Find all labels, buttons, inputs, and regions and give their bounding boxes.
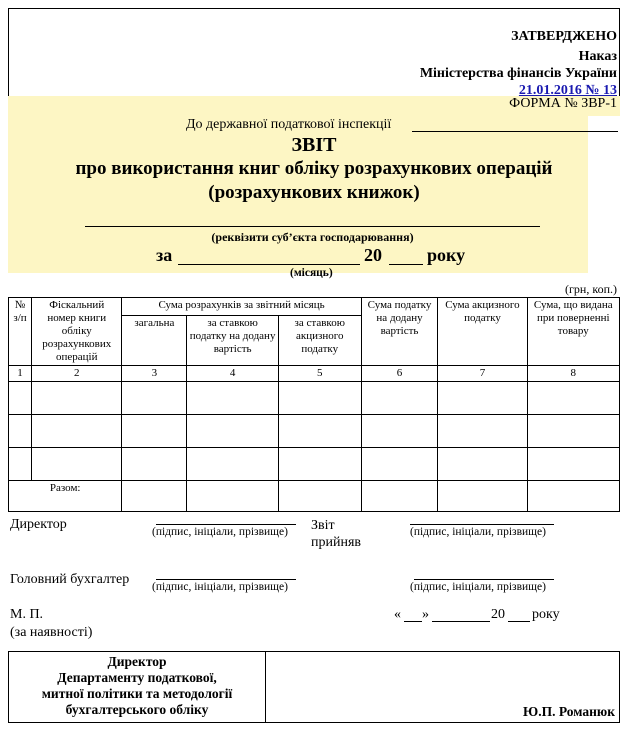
table-cell[interactable] xyxy=(361,415,438,448)
approval-order: Наказ xyxy=(578,49,617,64)
table-cell[interactable] xyxy=(122,448,187,481)
table-row xyxy=(9,415,620,448)
table-cell[interactable] xyxy=(361,448,438,481)
col-number: 7 xyxy=(438,366,527,382)
table-cell[interactable] xyxy=(278,415,361,448)
header-returned: Сума, що видана при поверненні товару xyxy=(527,298,619,366)
footer-line-1: Директор xyxy=(107,654,167,669)
accepted-extra-caption: (підпис, ініціали, прізвище) xyxy=(410,581,546,593)
table-cell[interactable] xyxy=(32,448,122,481)
seal-label: М. П. xyxy=(10,607,44,622)
period-year-line xyxy=(389,264,423,265)
table-cell[interactable] xyxy=(438,448,527,481)
table-cell[interactable] xyxy=(187,415,278,448)
footer-divider xyxy=(265,652,266,722)
director-signature-line[interactable] xyxy=(156,524,296,525)
accepted-extra-line[interactable] xyxy=(414,579,554,580)
col-number: 6 xyxy=(361,366,438,382)
table-cell[interactable] xyxy=(527,448,619,481)
tax-inspection-label: До державної податкової інспекції xyxy=(186,117,392,132)
tax-inspection-line xyxy=(412,131,618,132)
table-cell[interactable] xyxy=(361,481,438,512)
period-month-line xyxy=(178,264,360,265)
approval-ministry: Міністерства фінансів України xyxy=(419,66,617,81)
entity-requisites-line xyxy=(85,226,540,227)
table-cell[interactable] xyxy=(187,382,278,415)
table-cell[interactable] xyxy=(32,415,122,448)
header-num: № з/п xyxy=(9,298,32,366)
header-fiscal: Фіскальний номер книги обліку розрахункових операцій xyxy=(32,298,122,366)
col-number: 1 xyxy=(9,366,32,382)
footer-box xyxy=(8,651,620,723)
table-cell[interactable] xyxy=(9,415,32,448)
table-cell[interactable] xyxy=(278,448,361,481)
seal-note: (за наявності) xyxy=(10,625,93,640)
footer-position xyxy=(9,654,265,718)
table-cell[interactable] xyxy=(187,481,278,512)
table-cell[interactable] xyxy=(527,481,619,512)
director-label: Директор xyxy=(10,517,67,532)
accountant-signature-caption: (підпис, ініціали, прізвище) xyxy=(152,581,288,593)
header-sum-group: Сума розрахунків за звітний місяць xyxy=(122,298,361,316)
table-row xyxy=(9,382,620,415)
title-main: ЗВІТ xyxy=(291,134,337,156)
period-suffix: року xyxy=(427,245,466,265)
approval-title: ЗАТВЕРДЖЕНО xyxy=(511,29,617,44)
header-total: загальна xyxy=(122,316,187,366)
period-year-prefix: 20 xyxy=(364,245,382,265)
table-cell[interactable] xyxy=(438,382,527,415)
report-title xyxy=(8,133,620,205)
currency-note: (грн, коп.) xyxy=(565,282,617,296)
period-month-caption: (місяць) xyxy=(290,267,333,279)
date-month-line[interactable] xyxy=(432,621,490,622)
footer-line-4: бухгалтерського обліку xyxy=(65,702,209,717)
table-total-row xyxy=(9,481,620,512)
table-cell[interactable] xyxy=(122,415,187,448)
table-cell[interactable] xyxy=(438,481,527,512)
table-row xyxy=(9,448,620,481)
table-cell[interactable] xyxy=(278,481,361,512)
header-vat-sum: Сума податку на додану вартість xyxy=(361,298,438,366)
period-prefix: за xyxy=(156,245,173,265)
table-cell[interactable] xyxy=(278,382,361,415)
table-cell[interactable] xyxy=(527,382,619,415)
col-number: 8 xyxy=(527,366,619,382)
accepted-signature-line[interactable] xyxy=(410,524,554,525)
date-quote-close: » xyxy=(422,607,429,622)
total-label: Разом: xyxy=(9,481,122,512)
header-vat-rate: за ставкою податку на додану вартість xyxy=(187,316,278,366)
date-quote-open: « xyxy=(394,607,401,622)
report-accepted-label: Звіт прийняв xyxy=(311,518,362,550)
header-excise-sum: Сума акцизного податку xyxy=(438,298,527,366)
title-sub2: (розрахункових книжок) xyxy=(208,182,420,203)
form-number: ФОРМА № ЗВР-1 xyxy=(509,96,617,111)
date-year-line[interactable] xyxy=(508,621,530,622)
footer-line-2: Департаменту податкової, xyxy=(57,670,217,685)
table-cell[interactable] xyxy=(361,382,438,415)
report-table xyxy=(8,297,620,512)
accepted-signature-caption: (підпис, ініціали, прізвище) xyxy=(410,526,546,538)
date-day-line[interactable] xyxy=(404,621,422,622)
title-sub: про використання книг обліку розрахункових операцій xyxy=(75,158,553,179)
date-year-prefix: 20 xyxy=(491,607,505,622)
table-cell[interactable] xyxy=(438,415,527,448)
header-excise-rate: за ставкою акцизного податку xyxy=(278,316,361,366)
table-cell[interactable] xyxy=(527,415,619,448)
table-cell[interactable] xyxy=(122,382,187,415)
col-number: 3 xyxy=(122,366,187,382)
table-cell[interactable] xyxy=(9,448,32,481)
table-cell[interactable] xyxy=(9,382,32,415)
table-cell[interactable] xyxy=(122,481,187,512)
footer-signatory: Ю.П. Романюк xyxy=(523,704,615,719)
approval-order-link[interactable]: 21.01.2016 № 13 xyxy=(518,83,617,98)
date-suffix: року xyxy=(532,607,560,622)
footer-line-3: митної політики та методології xyxy=(41,686,233,701)
director-signature-caption: (підпис, ініціали, прізвище) xyxy=(152,526,288,538)
chief-accountant-label: Головний бухгалтер xyxy=(10,572,130,587)
entity-requisites-caption: (реквізити суб’єкта господарювання) xyxy=(211,230,414,244)
col-number: 5 xyxy=(278,366,361,382)
table-cell[interactable] xyxy=(187,448,278,481)
table-cell[interactable] xyxy=(32,382,122,415)
col-number: 4 xyxy=(187,366,278,382)
approval-block xyxy=(420,28,617,99)
accountant-signature-line[interactable] xyxy=(156,579,296,580)
col-number: 2 xyxy=(32,366,122,382)
